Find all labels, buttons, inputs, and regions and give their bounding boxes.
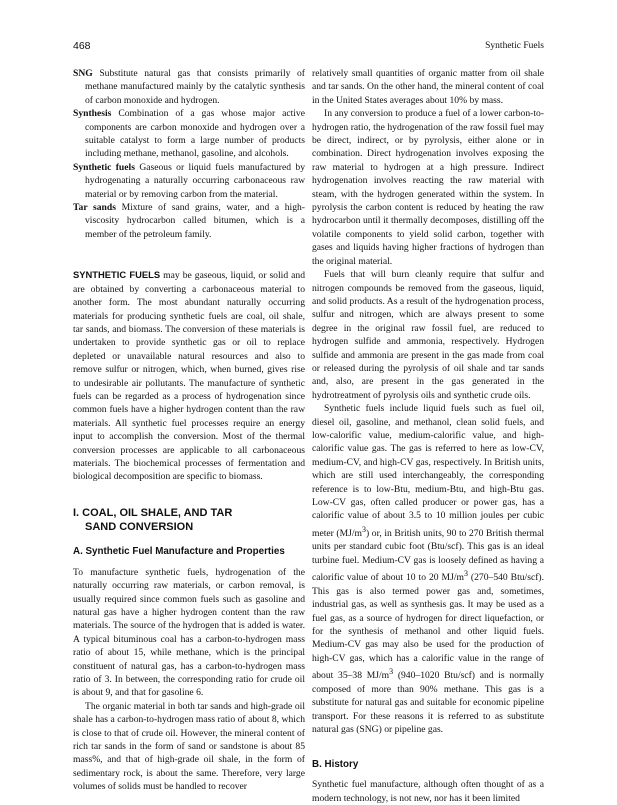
running-title: Synthetic Fuels [485, 41, 544, 51]
body-paragraph: relatively small quantities of organic matter from oil shale and tar sands. On the other hand, the mineral content of coal in the United States averages about 10% by mass. [312, 68, 544, 106]
intro-paragraph [73, 268, 305, 484]
body-text: (940–1020 Btu/scf) and is normally composed of more than 90% methane. This gas is a substitute for natural gas and suitable for economic pipeline transport. For these reasons it is referred to as substitute natural gas (SNG) or pipeline gas. [312, 670, 544, 736]
glossary-definition: Gaseous or liquid fuels manufactured by hydrogenating a naturally occurring carbonaceous raw material or by removing carbon from the material. [85, 161, 306, 200]
page-number: 468 [73, 40, 91, 52]
subsection-heading-b: B. History [312, 759, 359, 771]
intro-text: may be gaseous, liquid, or solid and are obtained by converting a carbonaceous material to another form. The most abundant naturally occurring materials for producing synthetic fuels are coal, oil shale, tar sands, and biomass. The conversion of these materials is undertaken to provide synthetic gas or oil to replace depleted or unavailable natural resources and also to remove sulfur or nitrogen, which, when burned, gives rise to undesirable air pollutants. The manufacture of synthetic fuels can be regarded as a process of hydrogenation since common fuels have a higher hydrogen content than the raw materials. All synthetic fuel processes require an energy input to accomplish the conversion. Most of the thermal conversion processes are applicable to all carbonaceous materials. The biochemical processes of fermentation and biological decomposition are specific to biomass. [73, 270, 305, 483]
glossary-term: SNG [73, 68, 93, 79]
glossary-term: Synthetic fuels [73, 161, 135, 173]
glossary-term: Synthesis [73, 108, 112, 120]
subsection-heading-a: A. Synthetic Fuel Manufacture and Properties [73, 545, 285, 557]
body-text: ) or, in British units, 90 to 270 British thermal units per standard cubic foot (Btu/scf). This gas is an ideal turbine fuel. Medium-CV gas is loosely defined as having a calorific value of about 10 to 20 MJ/m [312, 528, 544, 584]
glossary-term: Tar sands [73, 202, 116, 214]
glossary-entry [73, 107, 305, 161]
glossary [73, 67, 305, 241]
superscript: 3 [463, 569, 468, 579]
superscript: 3 [362, 524, 367, 534]
body-paragraph: In any conversion to produce a fuel of a lower carbon-to-hydrogen ratio, the hydrogenation of the raw fossil fuel may be direct, indirect, or by pyrolysis, either alone or in combination. Direct hydrogenation involves exposing the raw material to hydrogen at a high pressure. Indirect hydrogenation involves reacting the raw material with steam, with the hydrogen generated within the system. In pyrolysis the carbon content is reduced by heating the raw hydrocarbon until it thermally decomposes, distilling off the volatile components to yield solid carbon, together with gases and liquids having higher fractions of hydrogen than the original material. [312, 108, 544, 267]
right-column [312, 67, 544, 805]
body-paragraph: To manufacture synthetic fuels, hydrogenation of the naturally occurring raw materials, or carbon removal, is usually required since common fuels such as gasoline and natural gas have a higher hydrogen content than the raw materials. The source of the hydrogen that is added is water. A typical bituminous coal has a carbon-to-hydrogen mass ratio of about 15, while methane, which is the principal constituent of natural gas, has a carbon-to-hydrogen mass ratio of 3. In between, the corresponding ratio for crude oil is about 9, and that for gasoline 6. [73, 566, 305, 699]
glossary-definition: Combination of a gas whose major active components are carbon monoxide and hydrogen over a suitable catalyst to form a large number of products including methane, methanol, gasoline, and alcohols. [85, 108, 305, 160]
body-paragraph: Fuels that will burn cleanly require that sulfur and nitrogen compounds be removed from the gaseous, liquid, and solid products. As a result of the hydrogenation process, sulfur and nitrogen, which are always present to some degree in the original raw fossil fuel, are reduced to hydrogen sulfide and ammonia, respectively. Hydrogen sulfide and ammonia are present in the gas made from coal or released during the pyrolysis of oil shale and tar sands and, also, are present in the gas generated in the hydrotreatment of pyrolysis oils and synthetic crude oils. [312, 269, 544, 401]
left-column [73, 67, 305, 794]
glossary-entry [73, 161, 305, 201]
superscript: 3 [389, 667, 394, 677]
glossary-entry [73, 201, 305, 241]
section-heading [73, 506, 305, 534]
section-heading-line1: I. COAL, OIL SHALE, AND TAR [73, 506, 233, 519]
body-text: Synthetic fuels include liquid fuels such as fuel oil, diesel oil, gasoline, and methanol, clean solid fuels, and low-calorific value, medium-calorific value, and high-calorific value gas. The gas is referred to here as low-CV, medium-CV, and high-CV gas, respectively. In British units, which are still used interchangeably, the corresponding reference is to low-Btu, medium-Btu, and high-Btu gas. Low-CV gas, often called producer or power gas, has a calorific value of about 3.5 to 10 million joules per cubic meter (MJ/m [312, 403, 544, 539]
running-header [73, 40, 544, 54]
glossary-definition: Mixture of sand grains, water, and a high-viscosity hydrocarbon called bitumen, which is a member of the petroleum family. [85, 202, 305, 240]
body-paragraph [312, 402, 544, 736]
intro-lead: SYNTHETIC FUELS [73, 269, 161, 281]
glossary-entry [73, 67, 305, 107]
glossary-definition: Substitute natural gas that consists primarily of methane manufactured mainly by the catalytic synthesis of carbon monoxide and hydrogen. [85, 68, 305, 106]
body-paragraph: The organic material in both tar sands and high-grade oil shale has a carbon-to-hydrogen mass ratio of about 8, which is close to that of crude oil. However, the mineral content of rich tar sands in the form of sand or sandstone is about 85 mass%, and that of high-grade oil shale, in the form of sedimentary rock, is about the same. Therefore, very large volumes of solids must be handled to recover [73, 700, 305, 793]
body-text: (270–540 Btu/scf). This gas is also termed power gas and, sometimes, industrial gas, as well as synthesis gas. It may be used as a fuel gas, as a source of hydrogen for direct liquefaction, or for the synthesis of methanol and other liquid fuels. Medium-CV gas may also be used for the production of high-CV gas, which has a calorific value in the range of about 35–38 MJ/m [312, 572, 544, 682]
body-paragraph: Synthetic fuel manufacture, although often thought of as a modern technology, is not new, nor has it been limited [312, 779, 544, 804]
section-heading-line2: SAND CONVERSION [85, 520, 194, 533]
